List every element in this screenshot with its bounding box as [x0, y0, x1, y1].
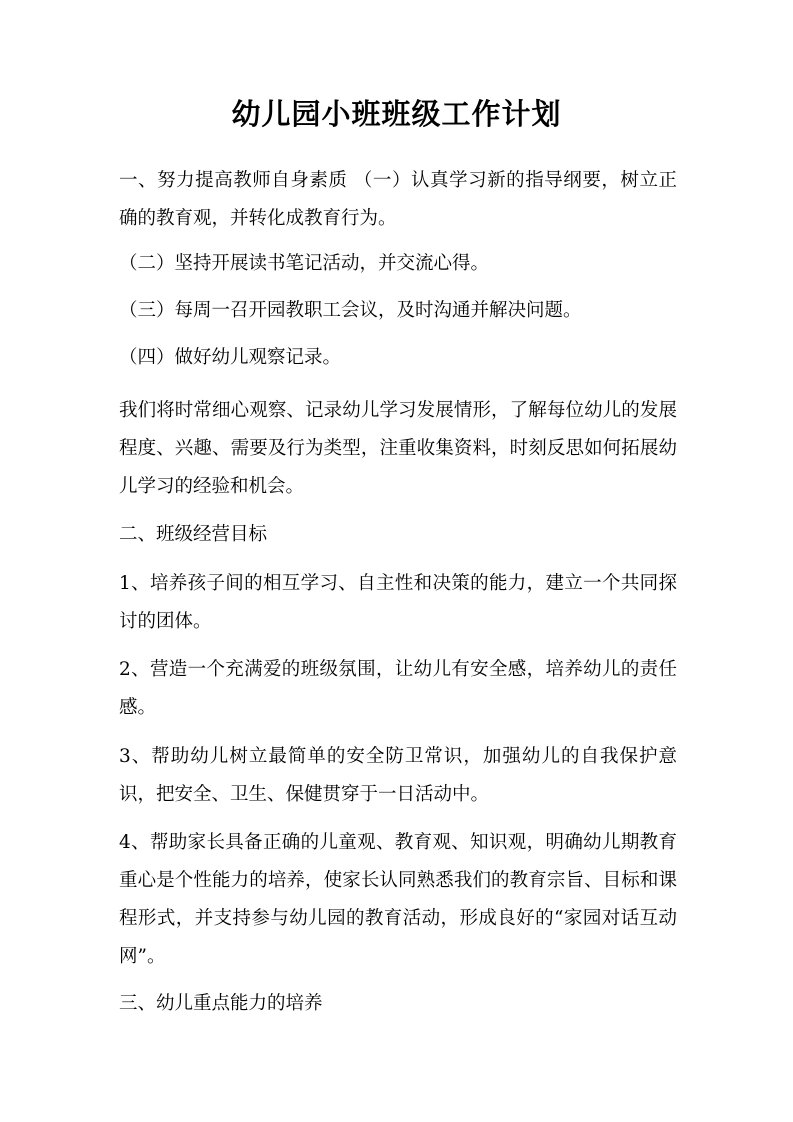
paragraph-7: 1、培养孩子间的相互学习、自主性和决策的能力，建立一个共同探讨的团体。 — [119, 573, 677, 632]
paragraph-9: 3、帮助幼儿树立最简单的安全防卫常识，加强幼儿的自我保护意识，把安全、卫生、保健贯穿于一日活动中。 — [119, 746, 677, 805]
paragraph-10: 4、帮助家长具备正确的儿童观、教育观、知识观，明确幼儿期教育重心是个性能力的培养，使家长认同熟悉我们的教育宗旨、目标和课程形式，并支持参与幼儿园的教育活动，形成良好的“家园对话互动网”。 — [119, 832, 677, 967]
paragraph-1: 一、努力提高教师自身素质 （一）认真学习新的指导纲要，树立正确的教育观，并转化成教育行为。 — [119, 170, 677, 229]
paragraph-11: 三、幼儿重点能力的培养 — [119, 993, 323, 1014]
paragraph-6: 二、班级经营目标 — [119, 524, 268, 545]
paragraph-2: （二）坚持开展读书笔记活动，并交流心得。 — [119, 253, 490, 274]
paragraph-4: （四）做好幼儿观察记录。 — [119, 347, 342, 368]
document-title: 幼儿园小班班级工作计划 — [231, 97, 562, 131]
paragraph-5: 我们将时常细心观察、记录幼儿学习发展情形，了解每位幼儿的发展程度、兴趣、需要及行为类型，注重收集资料，时刻反思如何拓展幼儿学习的经验和机会。 — [119, 400, 677, 497]
paragraph-3: （三）每周一召开园教职工会议，及时沟通并解决问题。 — [119, 300, 582, 321]
paragraph-8: 2、营造一个充满爱的班级氛围，让幼儿有安全感，培养幼儿的责任感。 — [119, 659, 677, 718]
